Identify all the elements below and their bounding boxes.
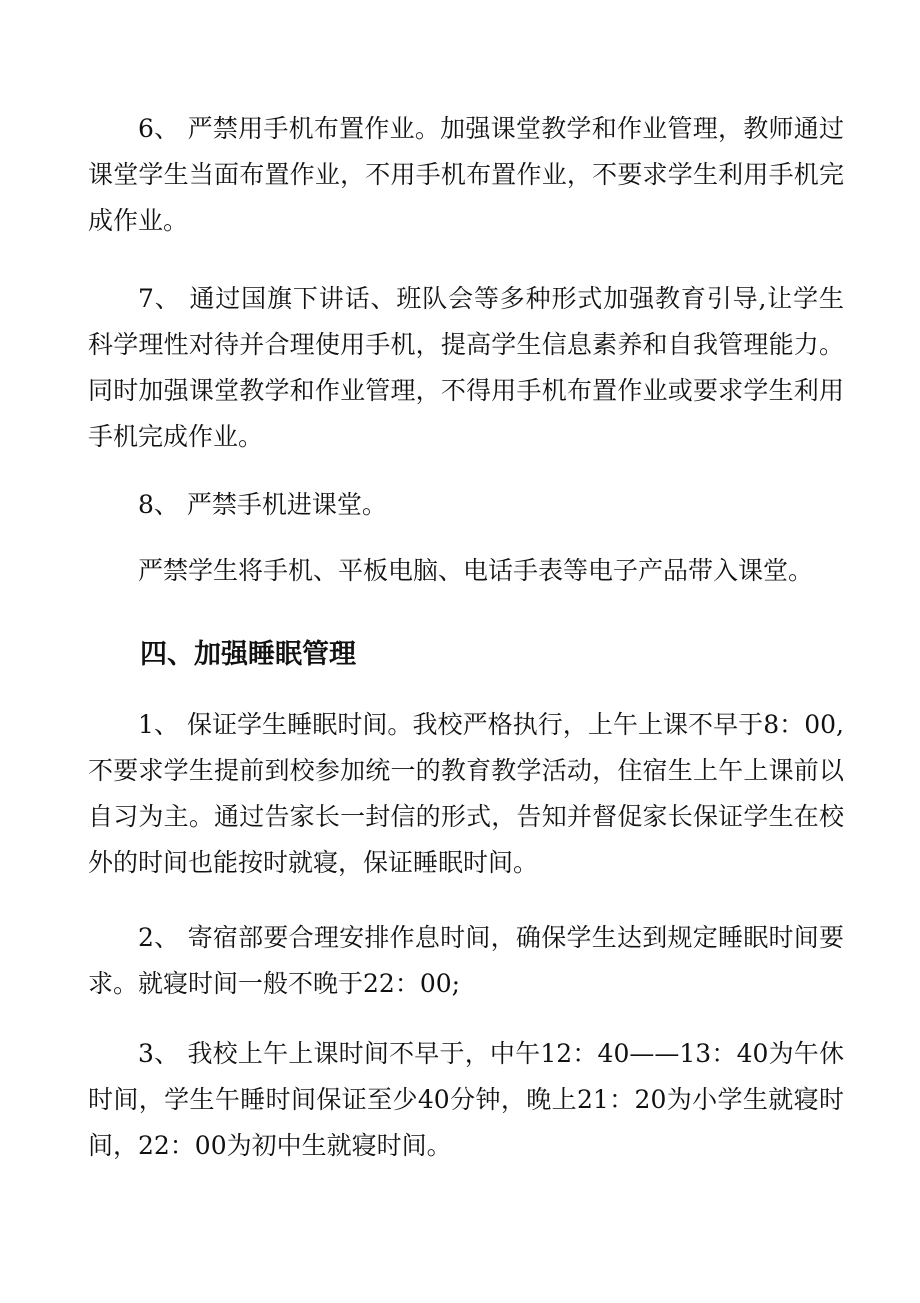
sleep-item-3: 3、 我校上午上课时间不早于，中午12：40——13：40为午休时间，学生午睡时间保证至少40分钟，晚上21：20为小学生就寝时间，22：00为初中生就寝时间。 bbox=[88, 1039, 844, 1160]
paragraph-item-6: 6、 严禁用手机布置作业。加强课堂教学和作业管理，教师通过课堂学生当面布置作业，不用手机布置作业，不要求学生利用手机完成作业。 bbox=[88, 114, 844, 235]
sleep-item-1: 1、 保证学生睡眠时间。我校严格执行，上午上课不早于8：00,不要求学生提前到校参加统一的教育教学活动，住宿生上午上课前以自习为主。通过告家长一封信的形式，告知并督促家长保证学生在校外的时间也能按时就寝，保证睡眠时间。 bbox=[88, 710, 844, 877]
paragraph-item-8: 8、 严禁手机进课堂。 bbox=[138, 490, 387, 519]
sleep-item-2: 2、 寄宿部要合理安排作息时间，确保学生达到规定睡眠时间要求。就寝时间一般不晚于22：00; bbox=[88, 923, 844, 998]
paragraph-item-8-detail: 严禁学生将手机、平板电脑、电话手表等电子产品带入课堂。 bbox=[138, 556, 814, 585]
paragraph-item-7: 7、 通过国旗下讲话、班队会等多种形式加强教育引导,让学生科学理性对待并合理使用手机，提高学生信息素养和自我管理能力。同时加强课堂教学和作业管理，不得用手机布置作业或要求学生利用手机完成作业。 bbox=[88, 284, 844, 451]
section-heading-sleep-management: 四、加强睡眠管理 bbox=[140, 639, 356, 670]
